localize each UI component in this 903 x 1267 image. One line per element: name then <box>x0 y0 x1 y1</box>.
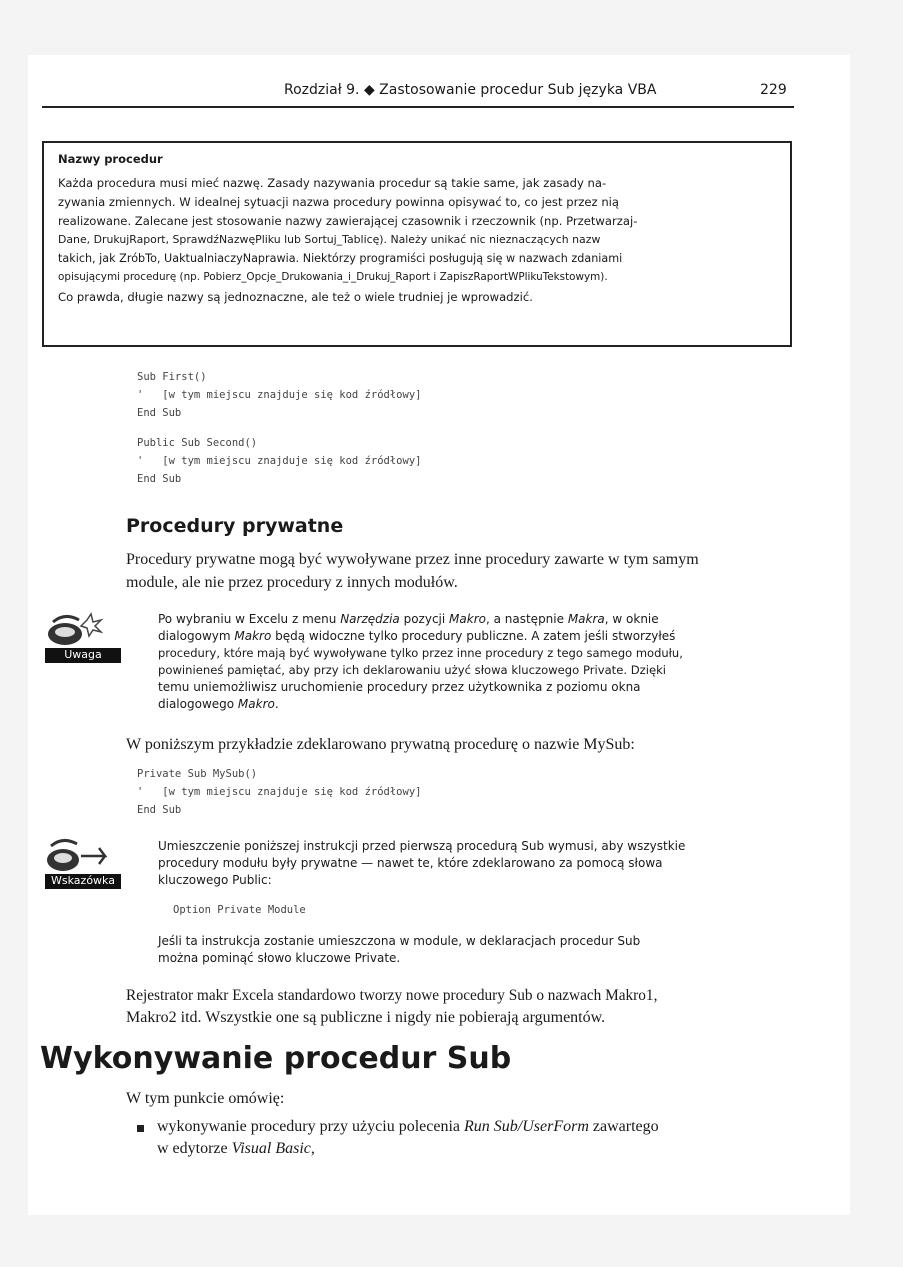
paragraph-line: W poniższym przykładzie zdeklarowano prywatną procedurę o nazwie MySub: <box>126 736 635 753</box>
code-line: Public Sub Second() <box>137 437 258 449</box>
code-line: Option Private Module <box>173 904 306 916</box>
tip-icon <box>45 836 123 892</box>
bullet-line: wykonywanie procedury przy użyciu polecenia Run Sub/UserForm zawartego <box>157 1118 659 1135</box>
note-line: Jeśli ta instrukcja zostanie umieszczona w module, w deklaracjach procedur Sub <box>158 934 641 948</box>
box-line: zywania zmiennych. W idealnej sytuacji nazwa procedury powinna opisywać to, co jest przez nią <box>58 195 619 209</box>
box-line: Dane, DrukujRaport, SprawdźNazwęPliku lub Sortuj_Tablicę). Należy unikać nic nieznaczących nazw <box>58 233 601 246</box>
note-line: dialogowego Makro. <box>158 697 279 711</box>
paragraph-line: Rejestrator makr Excela standardowo tworzy nowe procedury Sub o nazwach Makro1, <box>126 987 658 1004</box>
header-title: Rozdział 9. ◆ Zastosowanie procedur Sub języka VBA <box>284 82 657 98</box>
box-line: takich, jak ZróbTo, UaktualniaczyNaprawia. Niektórzy programiści posługują się w nazwach zdaniami <box>58 252 623 265</box>
box-line: Co prawda, długie nazwy są jednoznaczne, ale też o wiele trudniej je wprowadzić. <box>58 290 533 304</box>
code-line: ' [w tym miejscu znajduje się kod źródłowy] <box>137 786 422 798</box>
note-line: temu uniemożliwisz uruchomienie procedury przez użytkownika z poziomu okna <box>158 680 641 694</box>
bullet-line: w edytorze Visual Basic, <box>157 1140 315 1157</box>
paragraph-line: Makro2 itd. Wszystkie one są publiczne i nigdy nie pobierają argumentów. <box>126 1009 606 1026</box>
box-line: Każda procedura musi mieć nazwę. Zasady nazywania procedur są takie same, jak zasady na- <box>58 176 607 190</box>
note-line: procedury, które mają być wywoływane tylko przez inne procedury z tego samego modułu, <box>158 646 683 660</box>
note-line: procedury modułu były prywatne — nawet te, które zdeklarowano za pomocą słowa <box>158 856 663 870</box>
code-line: End Sub <box>137 804 182 816</box>
note-line: dialogowym Makro będą widoczne tylko procedury publiczne. A zatem jeśli stworzyłeś <box>158 629 676 643</box>
section-heading: Procedury prywatne <box>126 515 344 537</box>
code-line: ' [w tym miejscu znajduje się kod źródłowy] <box>137 455 422 467</box>
paragraph-line: W tym punkcie omówię: <box>126 1090 285 1107</box>
main-heading: Wykonywanie procedur Sub <box>40 1041 512 1076</box>
note-line: Po wybraniu w Excelu z menu Narzędzia pozycji Makro, a następnie Makra, w oknie <box>158 612 659 626</box>
note-line: powinieneś pamiętać, aby przy ich deklarowaniu użyć słowa kluczowego Private. Dzięki <box>158 663 667 677</box>
box-title: Nazwy procedur <box>58 152 163 166</box>
header-rule <box>42 106 794 108</box>
code-line: End Sub <box>137 473 182 485</box>
code-line: ' [w tym miejscu znajduje się kod źródłowy] <box>137 389 422 401</box>
warning-icon <box>45 612 123 662</box>
note-line: Umieszczenie poniższej instrukcji przed pierwszą procedurą Sub wymusi, aby wszystkie <box>158 839 686 853</box>
note-line: można pominąć słowo kluczowe Private. <box>158 951 401 965</box>
code-line: End Sub <box>137 407 182 419</box>
page-number: 229 <box>760 82 787 98</box>
bullet-marker <box>137 1125 144 1132</box>
paragraph-line: Procedury prywatne mogą być wywoływane przez inne procedury zawarte w tym samym <box>126 551 699 568</box>
paragraph-line: module, ale nie przez procedury z innych modułów. <box>126 574 458 591</box>
note-line: kluczowego Public: <box>158 873 272 887</box>
note-badge: Wskazówka <box>45 874 121 889</box>
box-line: realizowane. Zalecane jest stosowanie nazwy zawierającej czasownik i rzeczownik (np. Przetwarzaj- <box>58 214 638 228</box>
code-line: Sub First() <box>137 371 207 383</box>
code-line: Private Sub MySub() <box>137 768 258 780</box>
note-badge: Uwaga <box>45 648 121 663</box>
box-line: opisującymi procedurę (np. Pobierz_Opcje_Drukowania_i_Drukuj_Raport i ZapiszRaportWPlikuTekstowym). <box>58 271 608 283</box>
